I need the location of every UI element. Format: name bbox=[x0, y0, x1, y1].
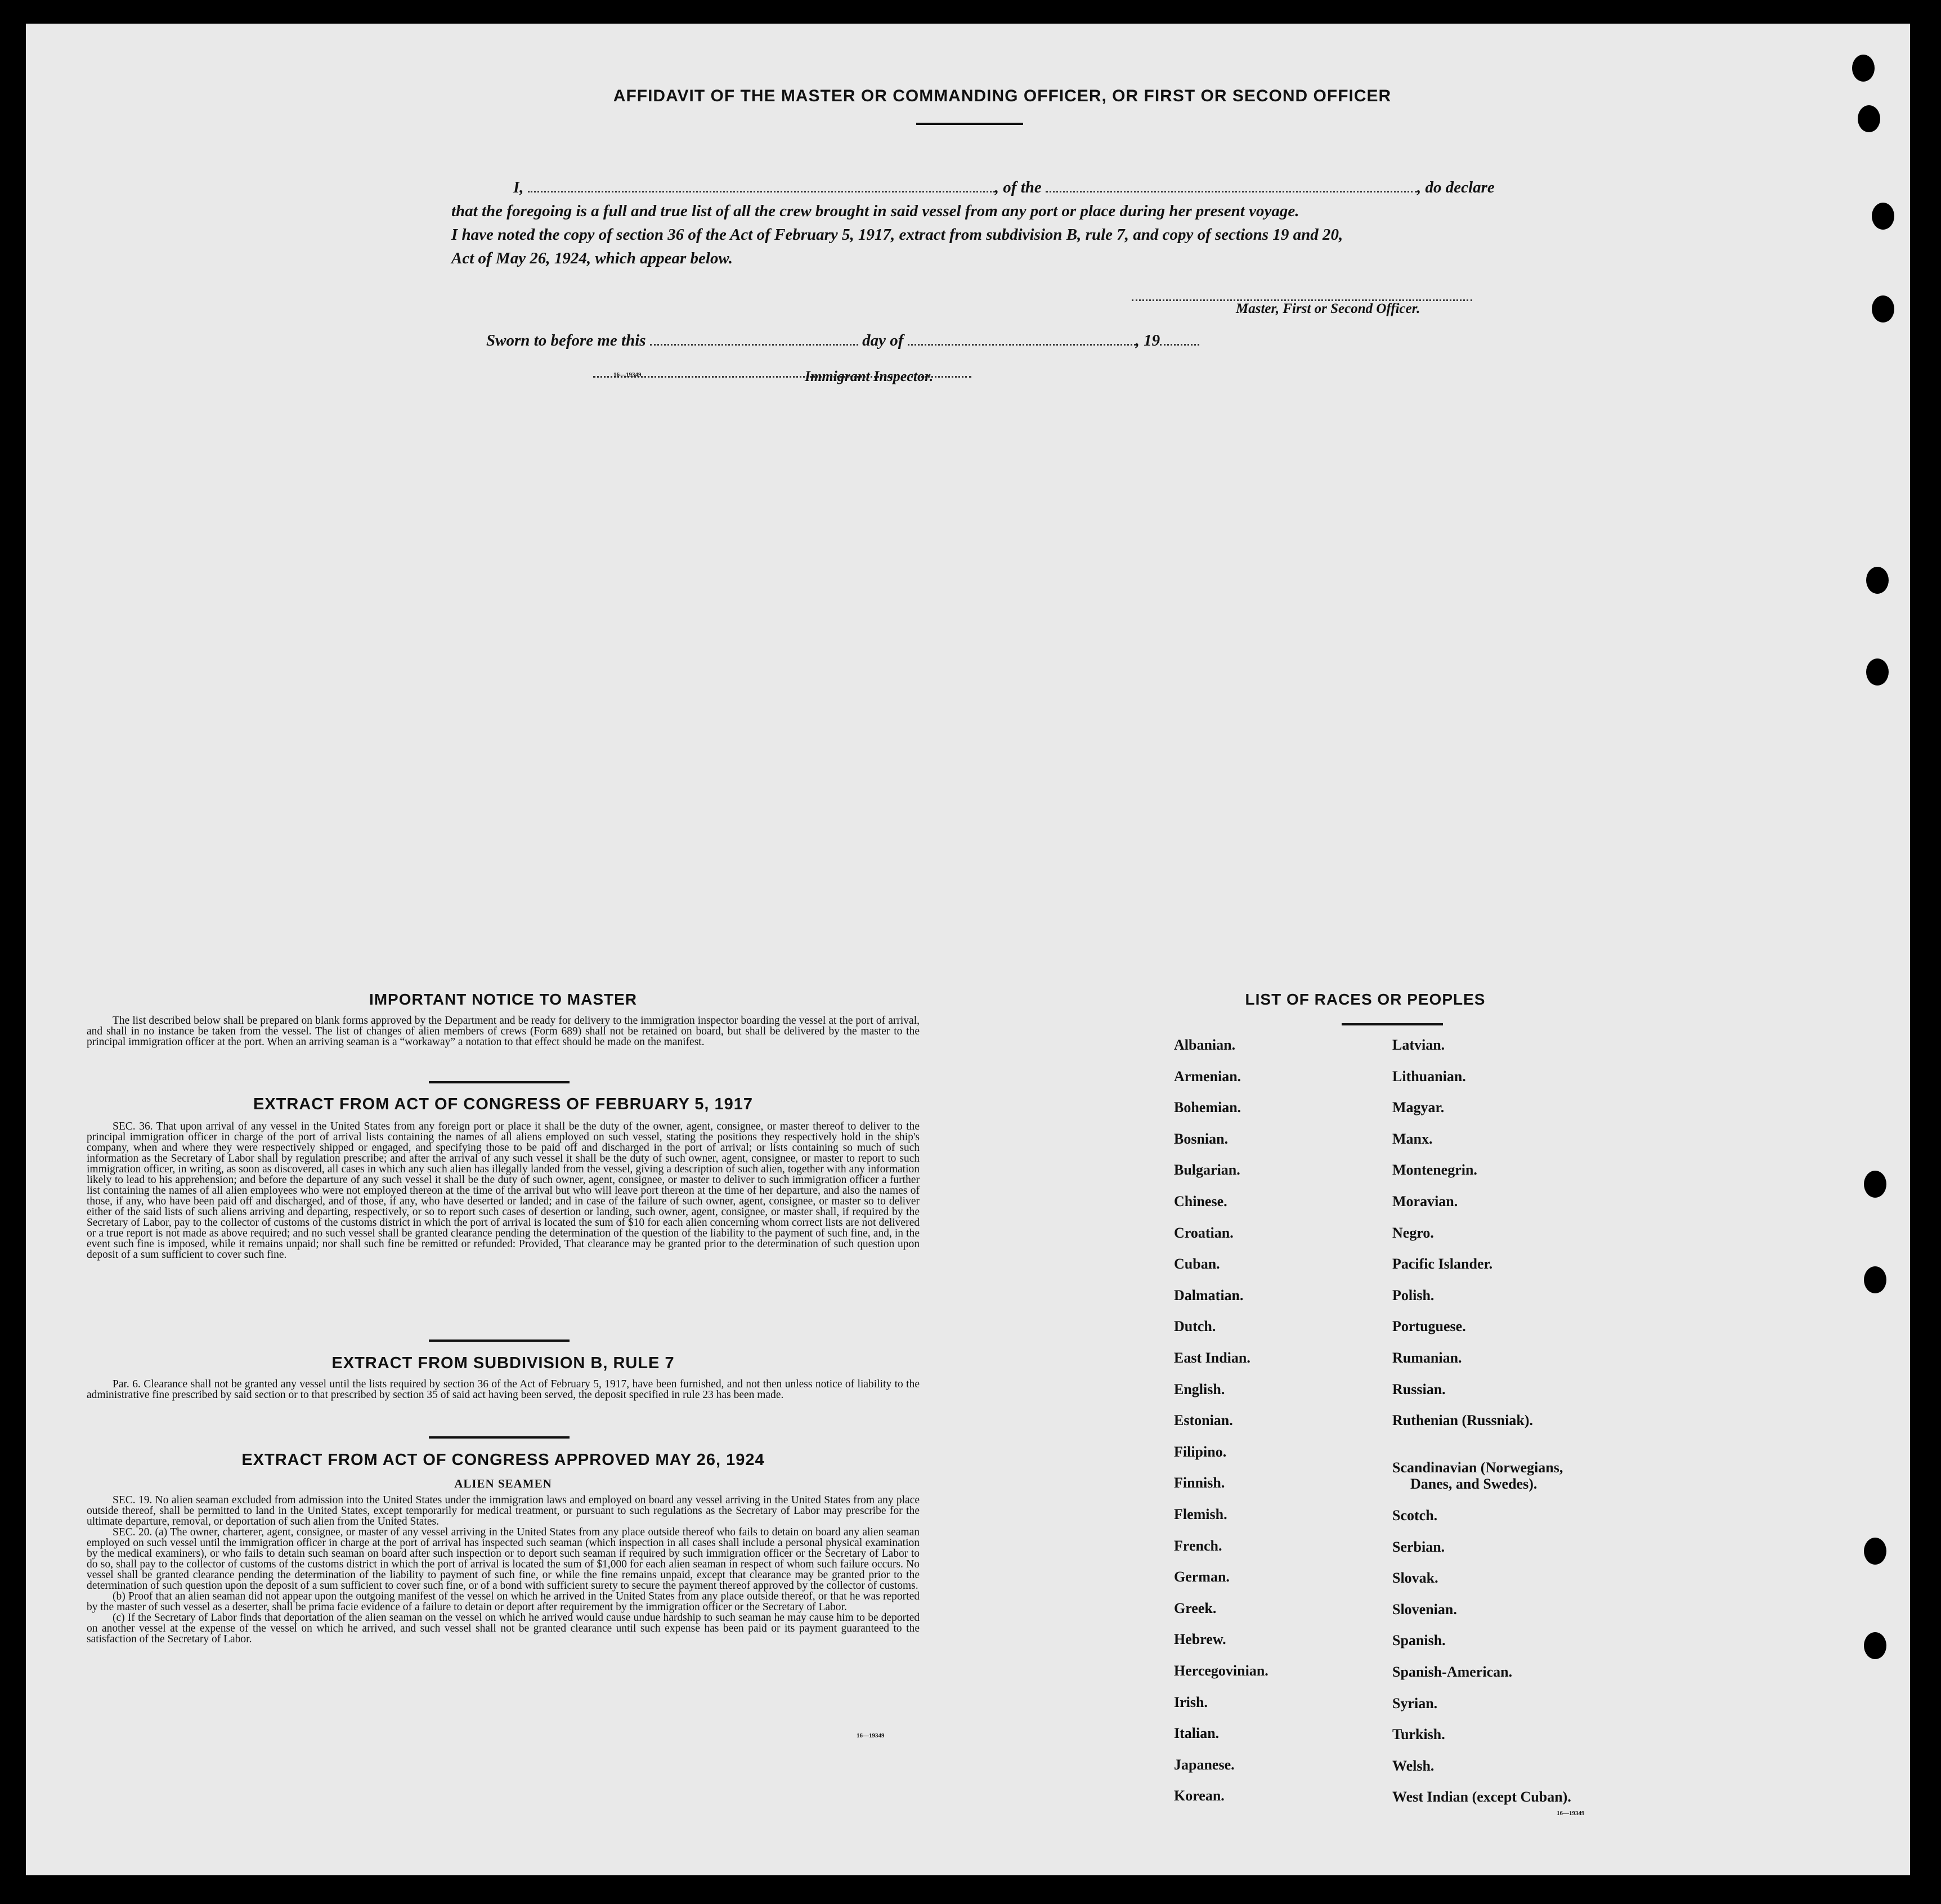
race-item: Cuban. bbox=[1174, 1256, 1220, 1272]
race-item: French. bbox=[1174, 1538, 1222, 1554]
race-item: Japanese. bbox=[1174, 1757, 1235, 1773]
race-item: Croatian. bbox=[1174, 1225, 1234, 1241]
sec20a-paragraph: SEC. 20. (a) The owner, charterer, agent, consignee, or master of any vessel arriving in the United States from any place outside thereof who fails to detain on board any alien seaman employed on such vessel until the immigration officer in charge at the port of arrival has inspected such seaman (which inspection in all cases shall include a personal physical examination by the medical examiners), or who fails to detain such seaman on board after such inspection or to deport such seaman if required by such immigration officer or the Secretary of Labor to do so, shall pay to the collector of customs of the customs district in which the port of arrival is located the sum of $1,000 for each alien seaman in respect of whom such failure occurs. No vessel shall be granted clearance pending the determination of the liability to payment of such fine, or while the fine remains unpaid, except that clearance may be granted prior to the determination of such question upon the deposit of a sum sufficient to cover such fine, or of a bond with sufficient surety to secure the payment thereof approved by the collector of customs. bbox=[87, 1526, 920, 1592]
race-item: Italian. bbox=[1174, 1725, 1220, 1741]
race-item: Scotch. bbox=[1392, 1507, 1438, 1524]
document-page bbox=[26, 24, 1910, 1875]
form-number: 16—19349 bbox=[1557, 1810, 1585, 1817]
race-item: Finnish. bbox=[1174, 1475, 1225, 1491]
race-item: Slovak. bbox=[1392, 1570, 1438, 1586]
race-item: Pacific Islander. bbox=[1392, 1256, 1493, 1272]
divider bbox=[916, 123, 1023, 125]
declaration-line: Act of May 26, 1924, which appear below. bbox=[451, 249, 733, 267]
affidavit-title: AFFIDAVIT OF THE MASTER OR COMMANDING OFFICER, OR FIRST OR SECOND OFFICER bbox=[613, 87, 1392, 105]
punch-hole bbox=[1866, 658, 1889, 686]
race-item: Danes, and Swedes). bbox=[1410, 1476, 1537, 1492]
race-item: Slovenian. bbox=[1392, 1601, 1457, 1618]
master-signature-line[interactable] bbox=[1132, 288, 1472, 301]
sworn-prefix: Sworn to before me this bbox=[486, 331, 646, 350]
extract-1917-text bbox=[87, 1121, 920, 1260]
race-item: Spanish. bbox=[1392, 1632, 1446, 1648]
extract-1924-text bbox=[87, 1495, 920, 1645]
divider bbox=[429, 1081, 570, 1083]
declaration-line bbox=[451, 176, 1566, 199]
punch-hole bbox=[1872, 203, 1894, 230]
divider bbox=[429, 1339, 570, 1342]
race-item: Korean. bbox=[1174, 1787, 1225, 1804]
race-item: Portuguese. bbox=[1392, 1318, 1466, 1334]
race-item: Lithuanian. bbox=[1392, 1068, 1466, 1085]
punch-hole bbox=[1864, 1632, 1886, 1659]
race-item: Dutch. bbox=[1174, 1318, 1216, 1334]
race-item: Estonian. bbox=[1174, 1412, 1233, 1428]
master-signature-label: Master, First or Second Officer. bbox=[1236, 301, 1420, 316]
race-item: Syrian. bbox=[1392, 1695, 1438, 1712]
affidavit-declaration bbox=[451, 176, 1566, 270]
month-blank[interactable] bbox=[908, 333, 1136, 346]
notice-paragraph: The list described below shall be prepared on blank forms approved by the Department and be ready for delivery to the immigration inspector boarding the vessel at the port of arrival, and shall in no instance be taken from the vessel. The list of changes of alien members of crews (Form 689) shall not be retained on board, but shall be delivered by the master to the principal immigration officer at the port. When an arriving seaman is a “workaway” a notation to that effect should be made on the manifest. bbox=[87, 1015, 920, 1048]
race-item: Scandinavian (Norwegians, bbox=[1392, 1459, 1563, 1476]
punch-hole bbox=[1864, 1266, 1886, 1293]
notice-title: IMPORTANT NOTICE TO MASTER bbox=[369, 991, 638, 1008]
race-item: Hercegovinian. bbox=[1174, 1663, 1268, 1679]
race-item: Chinese. bbox=[1174, 1193, 1227, 1209]
punch-hole bbox=[1864, 1538, 1886, 1565]
race-item: English. bbox=[1174, 1381, 1225, 1397]
race-item: East Indian. bbox=[1174, 1350, 1250, 1366]
sec36-paragraph: SEC. 36. That upon arrival of any vessel in the United States from any foreign port or place it shall be the duty of the owner, agent, consignee, or master thereof to deliver to the principal immigration officer in charge of the port of arrival lists containing the names of all aliens employed on such vessel, stating the positions they respectively hold in the ship's company, when and where they were respectively shipped or engaged, and specifying those to be paid off and discharged in the port of arrival; or lists containing so much of such information as the Secretary of Labor shall by regulation prescribe; and after the arrival of any such vessel it shall be the duty of such owner, agent, consignee, or master to report to such immigration officer, in writing, as soon as discovered, all cases in which any such alien has illegally landed from the vessel, giving a description of such alien, together with any information likely to lead to his apprehension; and before the departure of any such vessel it shall be the duty of such owner, agent, consignee, or master to deliver to such immigration officer a further list containing the names of all alien employees who were not employed thereon at the time of the arrival but who will leave port thereon at the time of her departure, and also the names of those, if any, who have been paid off and discharged, and of those, if any, who have deserted or landed; and in case of the failure of such owner, agent, consignee, or master so to deliver either of the said lists of such aliens arriving and departing, respectively, or so to report such cases of desertion or landing, such owner, agent, consignee, or master shall, if required by the Secretary of Labor, pay to the collector of customs of the customs district in which the port of arrival is located the sum of $10 for each alien concerning whom correct lists are not delivered or a true report is not made as above required; and no such vessel shall be granted clearance pending the determination of the question of the liability to the payment of such fine, and, in the event such fine is imposed, while it remains unpaid; nor shall such fine be remitted or refunded: Provided, That clearance may be granted prior to the determination of such question upon deposit of a sum sufficient to cover such fine. bbox=[87, 1121, 920, 1261]
form-number: 16—19349 bbox=[613, 371, 642, 378]
races-title: LIST OF RACES OR PEOPLES bbox=[1245, 991, 1486, 1008]
form-number: 16—19349 bbox=[857, 1732, 885, 1739]
sec20b-paragraph: (b) Proof that an alien seaman did not appear upon the outgoing manifest of the vessel on which he arrived in the United States from any place outside thereof, or that he was reported by the master of such vessel as a deserter, shall be prima facie evidence of a failure to detain or deport after requirement by the immigration officer or the Secretary of Labor. bbox=[87, 1591, 920, 1613]
race-item: Bosnian. bbox=[1174, 1131, 1229, 1147]
race-item: Irish. bbox=[1174, 1694, 1208, 1710]
race-item: Welsh. bbox=[1392, 1758, 1435, 1774]
race-item: Magyar. bbox=[1392, 1099, 1445, 1115]
punch-hole bbox=[1866, 567, 1889, 594]
declare-of: , of the bbox=[994, 178, 1042, 196]
race-item: West Indian (except Cuban). bbox=[1392, 1789, 1571, 1805]
rule7-title: EXTRACT FROM SUBDIVISION B, RULE 7 bbox=[331, 1354, 675, 1372]
sworn-year: , 19 bbox=[1135, 331, 1160, 350]
race-item: Serbian. bbox=[1392, 1539, 1445, 1555]
punch-hole bbox=[1858, 105, 1880, 132]
sworn-line bbox=[486, 329, 1199, 352]
race-item: Ruthenian (Russniak). bbox=[1392, 1412, 1533, 1428]
punch-hole bbox=[1872, 295, 1894, 322]
punch-hole bbox=[1852, 55, 1875, 82]
extract-1917-title: EXTRACT FROM ACT OF CONGRESS OF FEBRUARY 5, 1917 bbox=[253, 1095, 754, 1113]
race-item: Armenian. bbox=[1174, 1068, 1241, 1085]
sworn-day: day of bbox=[862, 331, 904, 350]
alien-seamen-subtitle: ALIEN SEAMEN bbox=[454, 1477, 552, 1490]
race-item: Flemish. bbox=[1174, 1506, 1227, 1522]
race-item: Rumanian. bbox=[1392, 1350, 1462, 1366]
declaration-line: I have noted the copy of section 36 of the Act of February 5, 1917, extract from subdivision B, rule 7, and copy of sections 19 and 20, bbox=[451, 226, 1343, 244]
vessel-blank[interactable] bbox=[1046, 180, 1417, 192]
divider bbox=[429, 1436, 570, 1439]
race-item: Turkish. bbox=[1392, 1726, 1445, 1742]
extract-1924-title: EXTRACT FROM ACT OF CONGRESS APPROVED MAY 26, 1924 bbox=[241, 1451, 765, 1469]
declare-end: , do declare bbox=[1417, 178, 1495, 196]
rule7-text bbox=[87, 1379, 920, 1400]
race-item: Albanian. bbox=[1174, 1037, 1236, 1053]
race-item: Bulgarian. bbox=[1174, 1162, 1240, 1178]
race-item: Bohemian. bbox=[1174, 1099, 1241, 1115]
par6-paragraph: Par. 6. Clearance shall not be granted any vessel until the lists required by section 36 of the Act of February 5, 1917, have been furnished, and not then unless notice of liability to the administrative fine prescribed by said section or to that prescribed by section 35 of said act having been served, the deposit specified in rule 23 has been made. bbox=[87, 1378, 920, 1401]
day-blank[interactable] bbox=[650, 333, 858, 346]
year-blank[interactable] bbox=[1160, 333, 1199, 346]
race-item: Spanish-American. bbox=[1392, 1664, 1513, 1680]
race-item: Latvian. bbox=[1392, 1037, 1445, 1053]
sec20c-paragraph: (c) If the Secretary of Labor finds that deportation of the alien seaman on the vessel on which he arrived would cause undue hardship to such seaman he may cause him to be deported on another vessel at the expense of the vessel on which he arrived, and such vessel shall not be granted clearance until such expense has been paid or its payment guaranteed to the satisfaction of the Secretary of Labor. bbox=[87, 1612, 920, 1645]
notice-text bbox=[87, 1015, 920, 1047]
declare-i: I, bbox=[513, 178, 524, 196]
declaration-line: that the foregoing is a full and true list of all the crew brought in said vessel from any port or place during her present voyage. bbox=[451, 202, 1299, 220]
race-item: Polish. bbox=[1392, 1287, 1435, 1303]
punch-hole bbox=[1864, 1171, 1886, 1198]
race-item: German. bbox=[1174, 1569, 1230, 1585]
sec19-paragraph: SEC. 19. No alien seaman excluded from admission into the United States under the immigration laws and employed on board any vessel arriving in the United States from any place outside thereof, shall be permitted to land in the United States, except temporarily for medical treatment, or pursuant to such regulations as the Secretary of Labor may prescribe for the ultimate departure, removal, or deportation of such alien from the United States. bbox=[87, 1494, 920, 1527]
inspector-label: Immigrant Inspector. bbox=[805, 368, 934, 384]
race-item: Filipino. bbox=[1174, 1444, 1227, 1460]
race-item: Manx. bbox=[1392, 1131, 1433, 1147]
race-item: Moravian. bbox=[1392, 1193, 1458, 1209]
name-blank[interactable] bbox=[528, 180, 995, 192]
divider bbox=[1342, 1023, 1443, 1025]
race-item: Hebrew. bbox=[1174, 1631, 1226, 1647]
race-item: Montenegrin. bbox=[1392, 1162, 1477, 1178]
race-item: Greek. bbox=[1174, 1600, 1217, 1616]
race-item: Negro. bbox=[1392, 1225, 1434, 1241]
race-item: Russian. bbox=[1392, 1381, 1446, 1397]
race-item: Dalmatian. bbox=[1174, 1287, 1244, 1303]
